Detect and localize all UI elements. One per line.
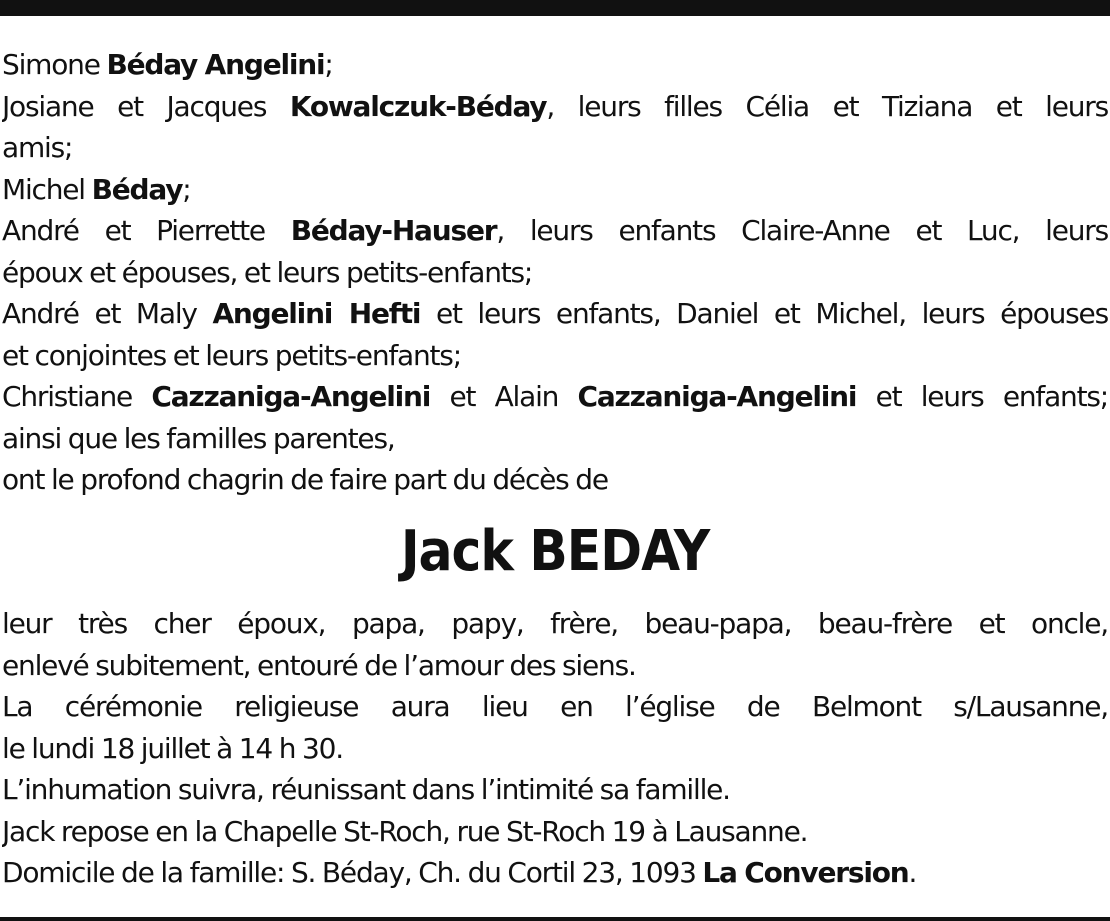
family-surname: Angelini Hefti	[212, 297, 421, 330]
family-text: Simone	[2, 48, 107, 81]
domicile-line	[2, 852, 1108, 894]
family-list	[2, 44, 1108, 501]
family-text: et leurs enfants, Daniel et Michel, leurs épouses	[420, 297, 1108, 330]
details-list	[2, 603, 1108, 894]
top-rule	[0, 0, 1110, 16]
family-line-andre-pierrette-cont: époux et épouses, et leurs petits-enfants;	[2, 255, 533, 289]
family-surname: Béday-Hauser	[290, 214, 497, 247]
deceased-name: Jack BEDAY	[400, 519, 710, 584]
family-surname: Béday	[91, 172, 183, 206]
details-line: L’inhumation suivra, réunissant dans l’intimité sa famille.	[2, 773, 730, 806]
family-text: et leurs enfants;	[856, 380, 1108, 413]
domicile-text: Domicile de la famille: S. Béday, Ch. du Cortil 23, 1093	[2, 856, 703, 889]
family-text: , leurs filles Célia et Tiziana et leurs	[546, 89, 1108, 123]
family-line-andre-pierrette	[2, 210, 1108, 252]
bottom-rule	[0, 917, 1110, 921]
family-text: , leurs enfants Claire-Anne et Luc, leurs	[496, 214, 1108, 247]
family-line-christiane	[2, 376, 1108, 418]
details-line: le lundi 18 juillet à 14 h 30.	[2, 731, 343, 765]
details-line: La cérémonie religieuse aura lieu en l’église de Belmont s/Lausanne,	[2, 690, 1108, 723]
family-text: Josiane et Jacques	[2, 89, 290, 123]
family-text: ;	[324, 48, 333, 81]
family-surname: Cazzaniga-Angelini	[577, 380, 857, 413]
details-line: leur très cher époux, papa, papy, frère, beau-papa, beau-frère et oncle,	[2, 607, 1108, 640]
details-line: enlevé subitement, entouré de l’amour des siens.	[2, 648, 636, 682]
family-text: Christiane	[2, 380, 152, 413]
details-line: Jack repose en la Chapelle St-Roch, rue St-Roch 19 à Lausanne.	[2, 814, 808, 848]
domicile-place: La Conversion	[702, 856, 909, 889]
family-line-michel	[2, 169, 1108, 211]
domicile-text: .	[908, 856, 917, 889]
family-line-josiane	[2, 86, 1108, 128]
intro-line: ainsi que les familles parentes,	[2, 421, 395, 455]
family-text: André et Pierrette	[2, 214, 291, 247]
family-text: ;	[182, 172, 191, 206]
family-surname: Kowalczuk-Béday	[289, 89, 547, 123]
family-surname: Cazzaniga-Angelini	[151, 380, 431, 413]
family-text: André et Maly	[2, 297, 213, 330]
family-line-andre-maly	[2, 293, 1108, 335]
family-text: et Alain	[430, 380, 578, 413]
intro-line: ont le profond chagrin de faire part du décès de	[2, 463, 608, 496]
family-line-simone	[2, 44, 1108, 86]
family-line-josiane-cont: amis;	[2, 131, 73, 164]
family-line-andre-maly-cont: et conjointes et leurs petits-enfants;	[2, 338, 461, 372]
family-surname: Béday Angelini	[106, 48, 325, 81]
family-text: Michel	[2, 172, 92, 206]
